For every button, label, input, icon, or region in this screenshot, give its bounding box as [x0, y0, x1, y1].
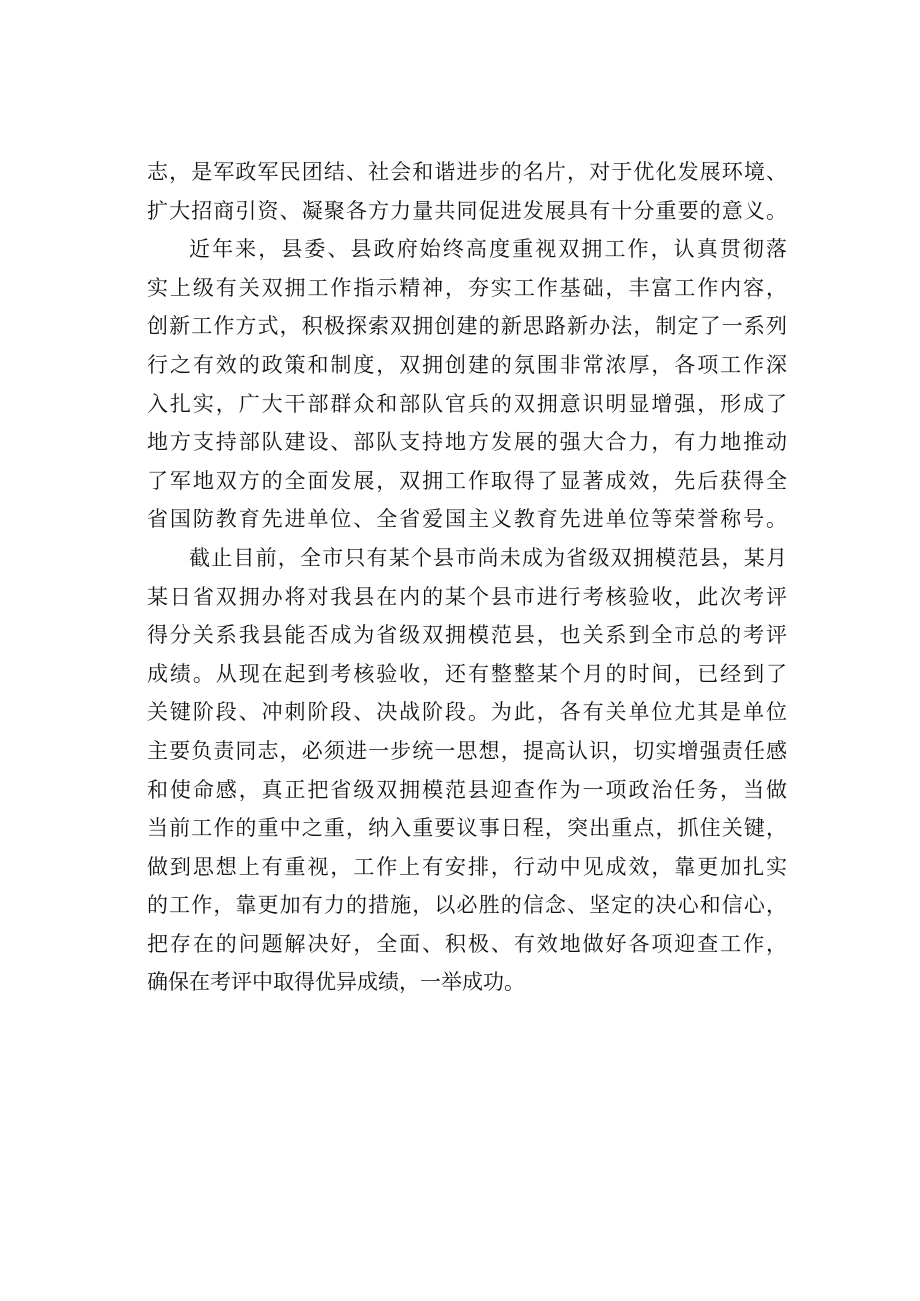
- text-line: 某日省双拥办将对我县在内的某个县市进行考核验收，此次考评: [147, 584, 787, 609]
- text-line: 地方支持部队建设、部队支持地方发展的强大合力，有力地推动: [147, 430, 787, 455]
- text-line: 当前工作的重中之重，纳入重要议事日程，突出重点，抓住关键，: [147, 816, 787, 841]
- paragraph-1: [147, 153, 787, 230]
- text-line: 得分关系我县能否成为省级双拥模范县，也关系到全市总的考评: [147, 623, 787, 648]
- text-line: 省国防教育先进单位、全省爱国主义教育先进单位等荣誉称号。: [147, 507, 787, 532]
- text-line: 志，是军政军民团结、社会和谐进步的名片，对于优化发展环境、: [147, 160, 787, 184]
- text-line: 截止目前，全市只有某个县市尚未成为省级双拥模范县，某月: [189, 545, 787, 570]
- text-line: 把存在的问题解决好，全面、积极、有效地做好各项迎查工作，: [147, 931, 787, 956]
- document-body: [147, 153, 787, 1002]
- text-line: 了军地双方的全面发展，双拥工作取得了显著成效，先后获得全: [147, 468, 787, 493]
- text-line: 做到思想上有重视，工作上有安排，行动中见成效，靠更加扎实: [147, 854, 787, 879]
- paragraph-2: [147, 230, 787, 539]
- text-line: 主要负责同志，必须进一步统一思想，提高认识，切实增强责任感: [147, 738, 787, 763]
- text-line: 行之有效的政策和制度，双拥创建的氛围非常浓厚，各项工作深: [147, 352, 787, 377]
- text-line: 扩大招商引资、凝聚各方力量共同促进发展具有十分重要的意义。: [147, 198, 787, 223]
- text-line: 入扎实，广大干部群众和部队官兵的双拥意识明显增强，形成了: [147, 391, 787, 416]
- text-line: 创新工作方式，积极探索双拥创建的新思路新办法，制定了一系列: [147, 314, 787, 339]
- text-line: 成绩。从现在起到考核验收，还有整整某个月的时间，已经到了: [147, 661, 787, 686]
- text-line: 实上级有关双拥工作指示精神，夯实工作基础，丰富工作内容，: [147, 275, 787, 300]
- text-line: 关键阶段、冲刺阶段、决战阶段。为此，各有关单位尤其是单位: [147, 700, 787, 725]
- text-line: 确保在考评中取得优异成绩，一举成功。: [147, 970, 525, 995]
- text-line: 和使命感，真正把省级双拥模范县迎查作为一项政治任务，当做: [147, 777, 787, 802]
- text-line: 近年来，县委、县政府始终高度重视双拥工作，认真贯彻落: [189, 237, 787, 262]
- paragraph-3: [147, 539, 787, 1002]
- text-line: 的工作，靠更加有力的措施，以必胜的信念、坚定的决心和信心，: [147, 893, 787, 918]
